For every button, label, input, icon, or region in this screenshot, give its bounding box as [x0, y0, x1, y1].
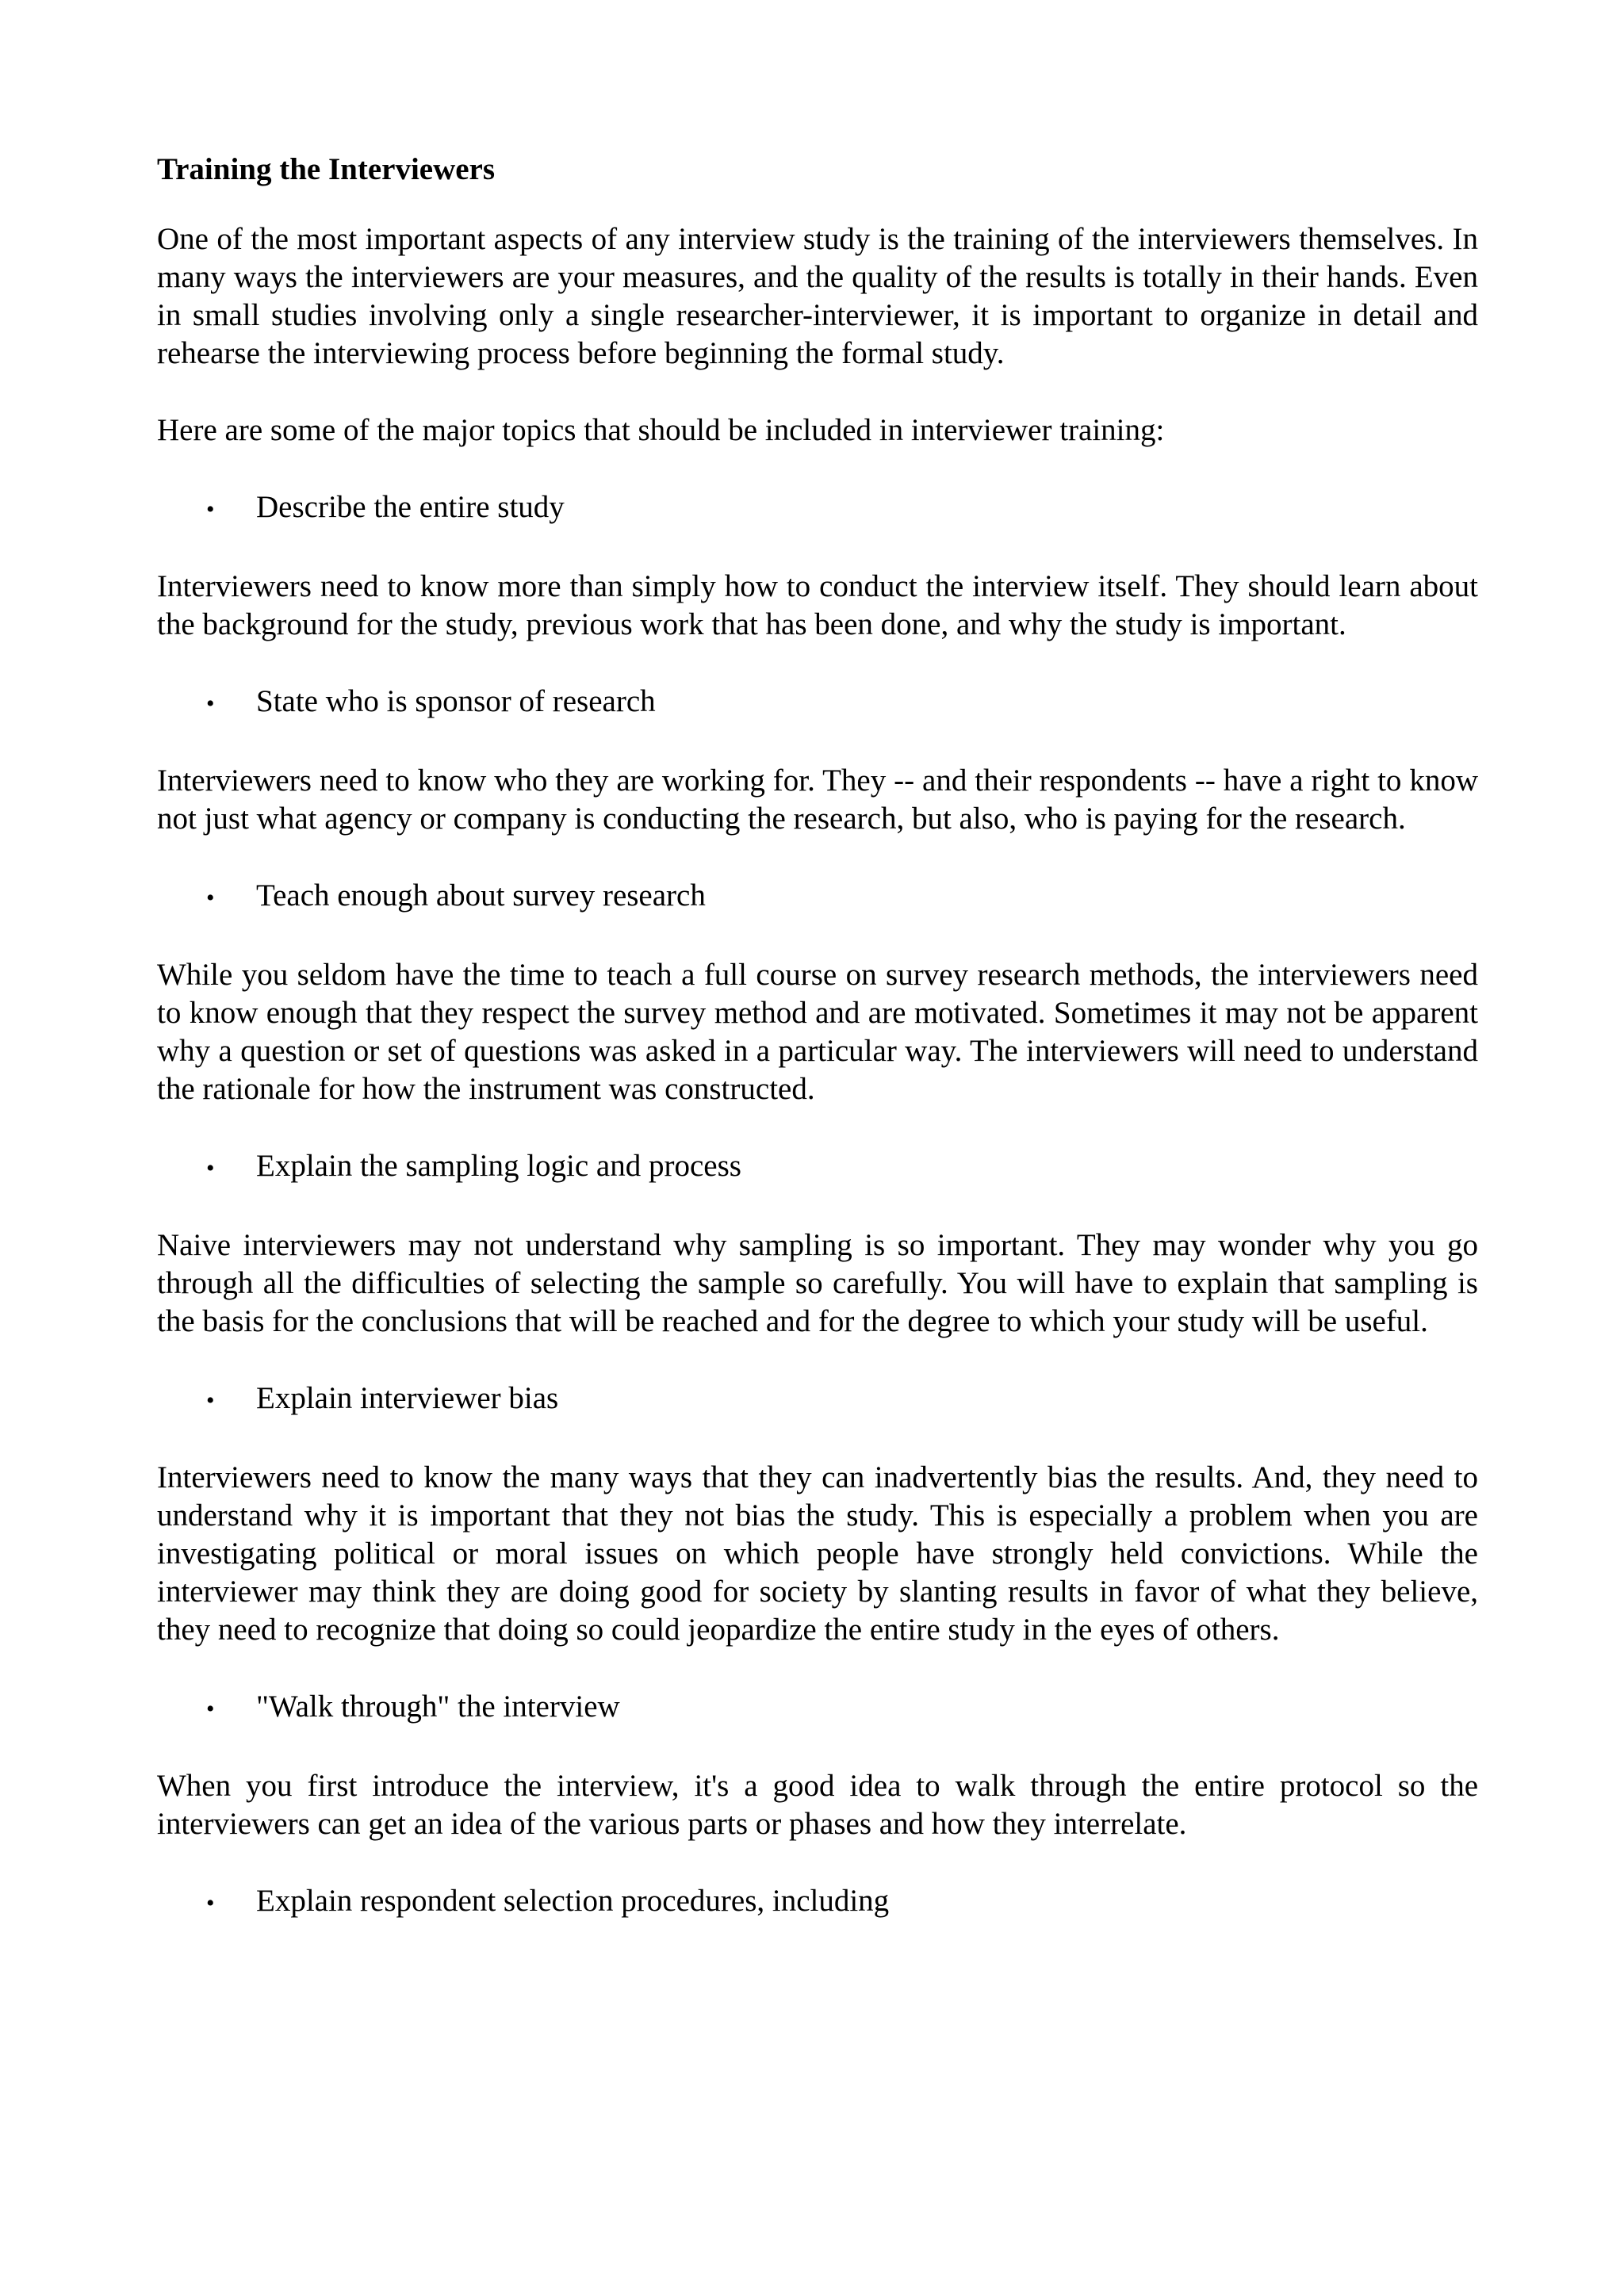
- bullet-text: Explain respondent selection procedures, including: [256, 1884, 890, 1918]
- bullet-item: [157, 1380, 1478, 1420]
- document-page: [157, 151, 1478, 1961]
- bullet-text: Explain interviewer bias: [256, 1381, 559, 1415]
- section-paragraph: Interviewers need to know more than simply how to conduct the interview itself. They should learn about the background for the study, previous work that has been done, and why the study is important.: [157, 569, 1478, 641]
- bullet-dot-icon: •: [206, 1155, 215, 1181]
- lead-paragraph: Here are some of the major topics that should be included in interviewer training:: [157, 413, 1165, 447]
- intro-paragraph: One of the most important aspects of any interview study is the training of the interviewers themselves. In many ways the interviewers are your measures, and the quality of the results is totally in their hands. Even in small studies involving only a single researcher-interviewer, it is important to organize in detail and rehearse the interviewing process before beginning the formal study.: [157, 222, 1478, 370]
- section-paragraph: While you seldom have the time to teach a full course on survey research methods, the interviewers need to know enough that they respect the survey method and are motivated. Sometimes it may not be apparent why a question or set of questions was asked in a particular way. The interviewers will need to understand the rationale for how the instrument was constructed.: [157, 958, 1478, 1106]
- bullet-dot-icon: •: [206, 496, 215, 522]
- document-title: Training the Interviewers: [157, 152, 496, 186]
- bullet-item: [157, 488, 1478, 529]
- bullet-item: [157, 1882, 1478, 1923]
- section-paragraph: When you first introduce the interview, it's a good idea to walk through the entire protocol so the interviewers can get an idea of the various parts or phases and how they interrelate.: [157, 1769, 1478, 1841]
- section-paragraph: Interviewers need to know the many ways that they can inadvertently bias the results. And, they need to understand why it is important that they not bias the study. This is especially a problem when you are investigating political or moral issues on which people have strongly held convictions. While the interviewer may think they are doing good for society by slanting results in favor of what they believe, they need to recognize that doing so could jeopardize the entire study in the eyes of others.: [157, 1460, 1478, 1647]
- bullet-item: [157, 1688, 1478, 1728]
- bullet-dot-icon: •: [206, 1696, 215, 1722]
- bullet-text: "Walk through" the interview: [256, 1689, 620, 1724]
- bullet-item: [157, 683, 1478, 723]
- bullet-text: Explain the sampling logic and process: [256, 1149, 741, 1183]
- bullet-text: State who is sponsor of research: [256, 684, 656, 718]
- bullet-item: [157, 1147, 1478, 1188]
- bullet-dot-icon: •: [206, 1890, 215, 1916]
- bullet-dot-icon: •: [206, 1387, 215, 1414]
- bullet-item: [157, 877, 1478, 917]
- bullet-text: Describe the entire study: [256, 490, 565, 524]
- section-paragraph: Interviewers need to know who they are working for. They -- and their respondents -- have a right to know not just what agency or company is conducting the research, but also, who is paying for the research.: [157, 763, 1478, 836]
- bullet-text: Teach enough about survey research: [256, 878, 706, 913]
- bullet-dot-icon: •: [206, 885, 215, 911]
- section-paragraph: Naive interviewers may not understand why sampling is so important. They may wonder why you go through all the difficulties of selecting the sample so carefully. You will have to explain that sampling is the basis for the conclusions that will be reached and for the degree to which your study will be useful.: [157, 1228, 1478, 1338]
- bullet-dot-icon: •: [206, 691, 215, 717]
